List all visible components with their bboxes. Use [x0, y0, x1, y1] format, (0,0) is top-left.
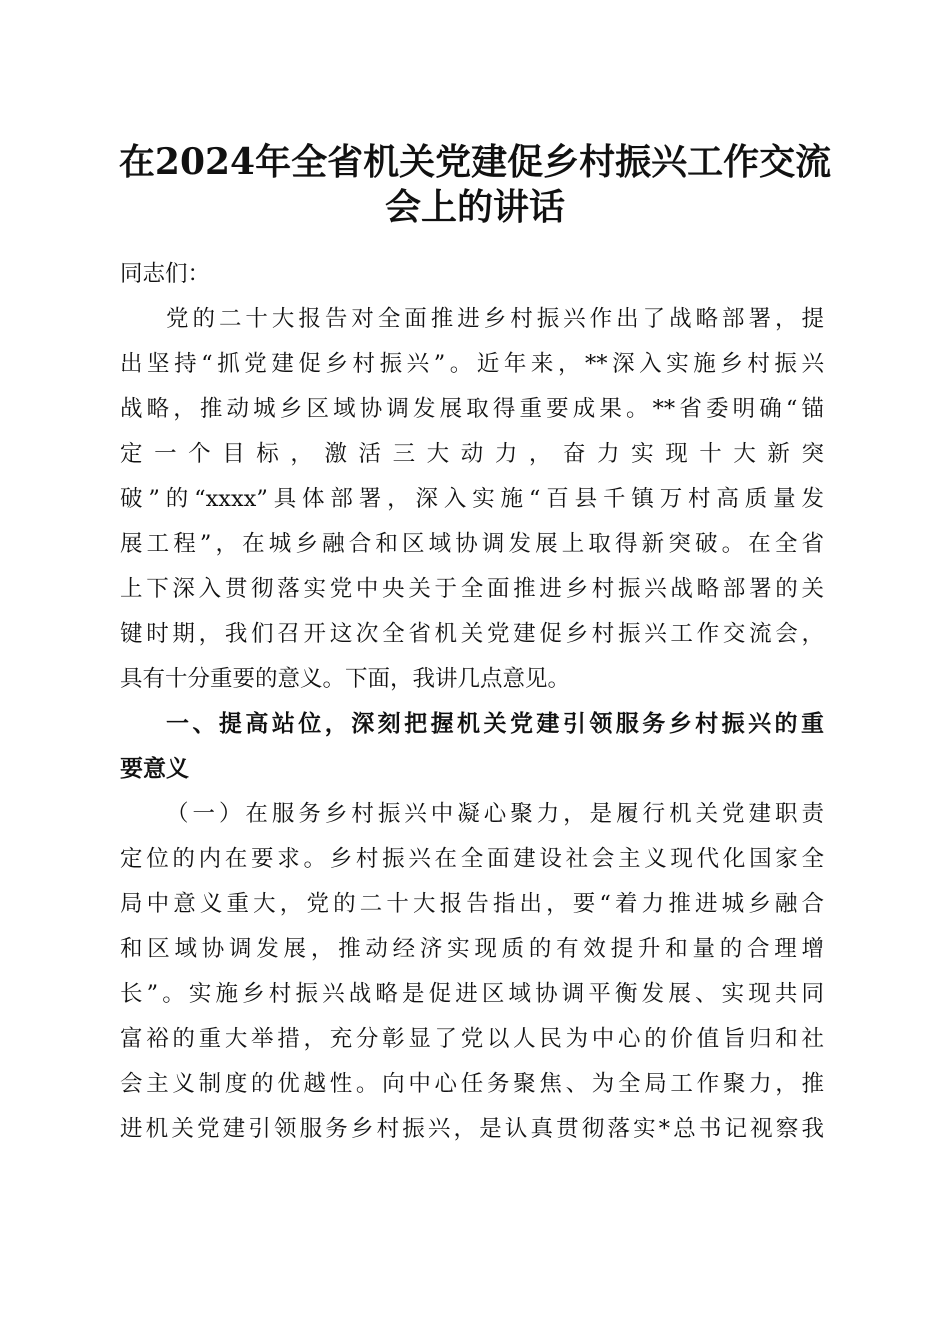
paragraph-line: 局中意义重大，党的二十大报告指出，要“着力推进城乡融合	[120, 891, 824, 917]
paragraph-line: 破”的“xxxx”具体部署，深入实施“百县千镇万村高质量发	[120, 486, 824, 512]
paragraph-line: 展工程”，在城乡融合和区域协调发展上取得新突破。在全省	[120, 531, 824, 557]
section-1-1-paragraph	[120, 792, 824, 1152]
paragraph-line: 上下深入贯彻落实党中央关于全面推进乡村振兴战略部署的关	[120, 576, 824, 602]
document-title-line-1: 在2024年全省机关党建促乡村振兴工作交流	[118, 141, 832, 183]
paragraph-line: （一）在服务乡村振兴中凝心聚力，是履行机关党建职责	[166, 801, 824, 827]
section-1-heading	[120, 702, 824, 792]
paragraph-line: 定一个目标，激活三大动力，奋力实现十大新突	[120, 441, 824, 467]
document-body	[120, 252, 824, 1152]
intro-paragraph	[120, 297, 824, 702]
salutation: 同志们：	[120, 261, 211, 287]
paragraph-line: 具有十分重要的意义。下面，我讲几点意见。	[120, 666, 571, 692]
paragraph-line: 党的二十大报告对全面推进乡村振兴作出了战略部署，提	[166, 306, 824, 332]
document-title-line-2: 会上的讲话	[384, 186, 565, 228]
paragraph-line: 定位的内在要求。乡村振兴在全面建设社会主义现代化国家全	[120, 846, 824, 872]
paragraph-line: 长”。实施乡村振兴战略是促进区域协调平衡发展、实现共同	[120, 981, 824, 1007]
paragraph-line: 富裕的重大举措，充分彰显了党以人民为中心的价值旨归和社	[120, 1026, 824, 1052]
heading-line: 要意义	[120, 756, 189, 782]
paragraph-line: 出坚持“抓党建促乡村振兴”。近年来，**深入实施乡村振兴	[120, 351, 824, 377]
paragraph-line: 会主义制度的优越性。向中心任务聚焦、为全局工作聚力，推	[120, 1071, 824, 1097]
paragraph-line: 和区域协调发展，推动经济实现质的有效提升和量的合理增	[120, 936, 824, 962]
paragraph-line: 战略，推动城乡区域协调发展取得重要成果。**省委明确“锚	[120, 396, 824, 422]
heading-line: 一、提高站位，深刻把握机关党建引领服务乡村振兴的重	[166, 711, 824, 737]
paragraph-line: 键时期，我们召开这次全省机关党建促乡村振兴工作交流会，	[120, 621, 824, 647]
paragraph-line: 进机关党建引领服务乡村振兴，是认真贯彻落实*总书记视察我	[120, 1116, 824, 1142]
